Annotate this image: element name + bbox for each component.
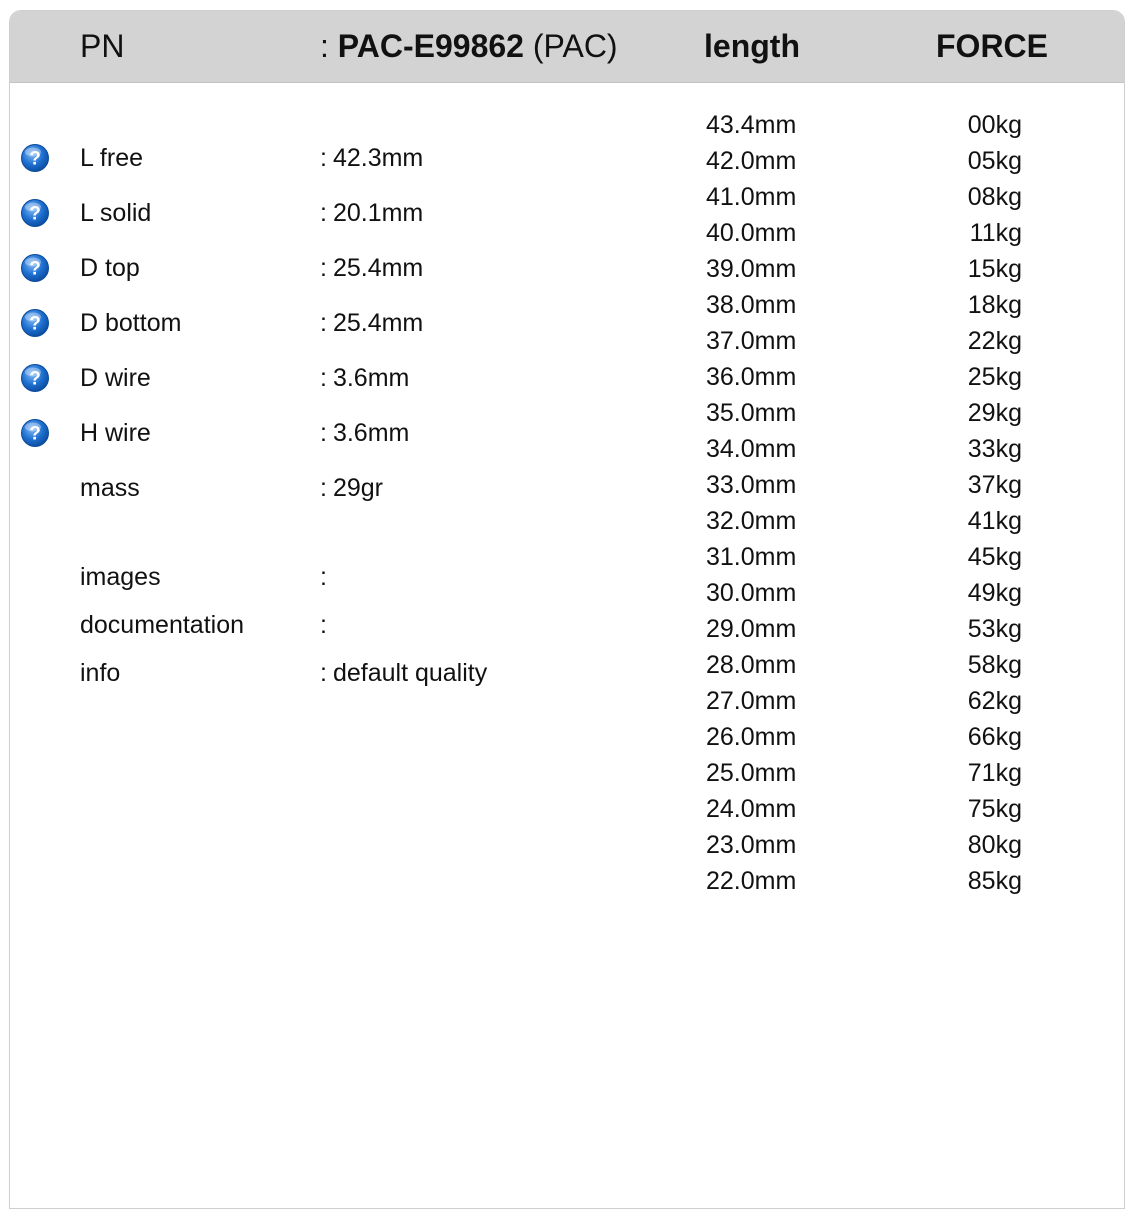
force-row [700,791,1060,827]
property-label: mass [80,474,140,502]
help-icon[interactable] [20,143,50,173]
pn-label: PN [80,28,125,64]
force-row-length: 35.0mm [706,399,797,427]
force-row-length: 34.0mm [706,435,797,463]
force-row [700,863,1060,899]
force-row-length: 22.0mm [706,867,797,895]
pn-value [320,11,618,82]
header-bar [10,11,1124,83]
property-value-text: 29gr [332,474,383,502]
force-row [700,467,1060,503]
property-value-text: 3.6mm [332,364,410,392]
property-value [320,413,409,453]
force-row-force: 15kg [967,255,1022,283]
extra-row-info [10,653,630,693]
force-row-length: 41.0mm [706,183,797,211]
property-label: D bottom [80,309,182,337]
force-row-force: 66kg [967,723,1022,751]
force-row [700,215,1060,251]
force-row-length: 42.0mm [706,147,797,175]
help-icon[interactable] [20,308,50,338]
extra-label: info [80,659,121,687]
extra-value-text: default quality [332,659,488,687]
force-row-length: 27.0mm [706,687,797,715]
property-label: D wire [80,364,151,392]
extra-colon: : [320,611,327,639]
property-value-text: 20.1mm [332,199,424,227]
property-value [320,193,423,233]
force-row-length: 30.0mm [706,579,797,607]
force-row-force: 22kg [967,327,1022,355]
property-label: L solid [80,199,152,227]
svg-text:?: ? [29,368,41,390]
property-value [320,303,423,343]
property-value-text: 25.4mm [332,309,424,337]
force-row-force: 18kg [967,291,1022,319]
property-row-mass [10,468,630,508]
property-row-d-top [10,248,630,288]
property-value [320,248,423,288]
extra-label: images [80,563,161,591]
force-column-header: FORCE [936,28,1048,64]
force-row [700,431,1060,467]
force-row-force: 11kg [969,219,1022,247]
property-colon: : [320,419,327,447]
force-row-length: 26.0mm [706,723,797,751]
force-row [700,287,1060,323]
pn-code: PAC-E99862 [337,28,524,64]
force-row-force: 49kg [967,579,1022,607]
force-row [700,107,1060,143]
force-row [700,683,1060,719]
force-row-force: 71kg [967,759,1022,787]
force-row-force: 80kg [967,831,1022,859]
extra-value [320,557,333,597]
force-row-length: 23.0mm [706,831,797,859]
property-value-text: 42.3mm [332,144,424,172]
property-row-d-bottom [10,303,630,343]
force-row [700,143,1060,179]
length-column-header: length [704,28,800,64]
force-row-force: 53kg [967,615,1022,643]
force-row-force: 29kg [967,399,1022,427]
pn-colon: : [320,28,329,64]
force-row [700,647,1060,683]
force-row-length: 39.0mm [706,255,797,283]
force-row-force: 41kg [967,507,1022,535]
force-row-force: 58kg [967,651,1022,679]
property-label: H wire [80,419,151,447]
property-colon: : [320,474,327,502]
force-row-length: 38.0mm [706,291,797,319]
force-row [700,575,1060,611]
help-icon[interactable] [20,198,50,228]
extra-row-documentation [10,605,630,645]
force-row-length: 24.0mm [706,795,797,823]
property-colon: : [320,309,327,337]
help-icon[interactable] [20,363,50,393]
property-row-d-wire [10,358,630,398]
force-row-length: 37.0mm [706,327,797,355]
property-label: D top [80,254,140,282]
property-value-text: 3.6mm [332,419,410,447]
force-row [700,395,1060,431]
property-colon: : [320,144,327,172]
help-icon[interactable] [20,253,50,283]
force-row-length: 33.0mm [706,471,797,499]
force-row-length: 31.0mm [706,543,797,571]
svg-text:?: ? [29,313,41,335]
force-row-force: 00kg [967,111,1022,139]
extra-colon: : [320,563,327,591]
force-row [700,179,1060,215]
property-row-l-free [10,138,630,178]
force-row-force: 33kg [967,435,1022,463]
force-row-force: 62kg [967,687,1022,715]
extra-row-images [10,557,630,597]
force-row-force: 08kg [967,183,1022,211]
force-row [700,827,1060,863]
force-row [700,251,1060,287]
svg-text:?: ? [29,148,41,170]
force-row [700,539,1060,575]
force-row [700,611,1060,647]
property-value [320,138,423,178]
help-icon[interactable] [20,418,50,448]
force-row [700,755,1060,791]
force-row-force: 05kg [967,147,1022,175]
force-row-force: 85kg [967,867,1022,895]
force-row [700,719,1060,755]
force-row-length: 40.0mm [706,219,797,247]
force-row [700,359,1060,395]
extra-value [320,653,487,693]
force-row-force: 25kg [967,363,1022,391]
force-row-length: 36.0mm [706,363,797,391]
force-row-force: 45kg [967,543,1022,571]
property-colon: : [320,364,327,392]
property-value [320,468,383,508]
property-row-l-solid [10,193,630,233]
property-row-h-wire [10,413,630,453]
force-row-length: 28.0mm [706,651,797,679]
force-row-length: 32.0mm [706,507,797,535]
force-row [700,503,1060,539]
svg-text:?: ? [29,423,41,445]
extra-value [320,605,333,645]
property-colon: : [320,254,327,282]
force-row-force: 75kg [967,795,1022,823]
force-row-force: 37kg [967,471,1022,499]
property-colon: : [320,199,327,227]
svg-text:?: ? [29,258,41,280]
force-row-length: 25.0mm [706,759,797,787]
property-value-text: 25.4mm [332,254,424,282]
svg-text:?: ? [29,203,41,225]
force-row [700,323,1060,359]
force-row-length: 43.4mm [706,111,797,139]
force-row-length: 29.0mm [706,615,797,643]
extra-colon: : [320,659,327,687]
property-value [320,358,409,398]
pn-suffix: (PAC) [532,28,618,64]
spring-detail-panel [9,10,1125,1209]
force-table [700,107,1060,899]
property-label: L free [80,144,144,172]
extra-label: documentation [80,611,245,639]
